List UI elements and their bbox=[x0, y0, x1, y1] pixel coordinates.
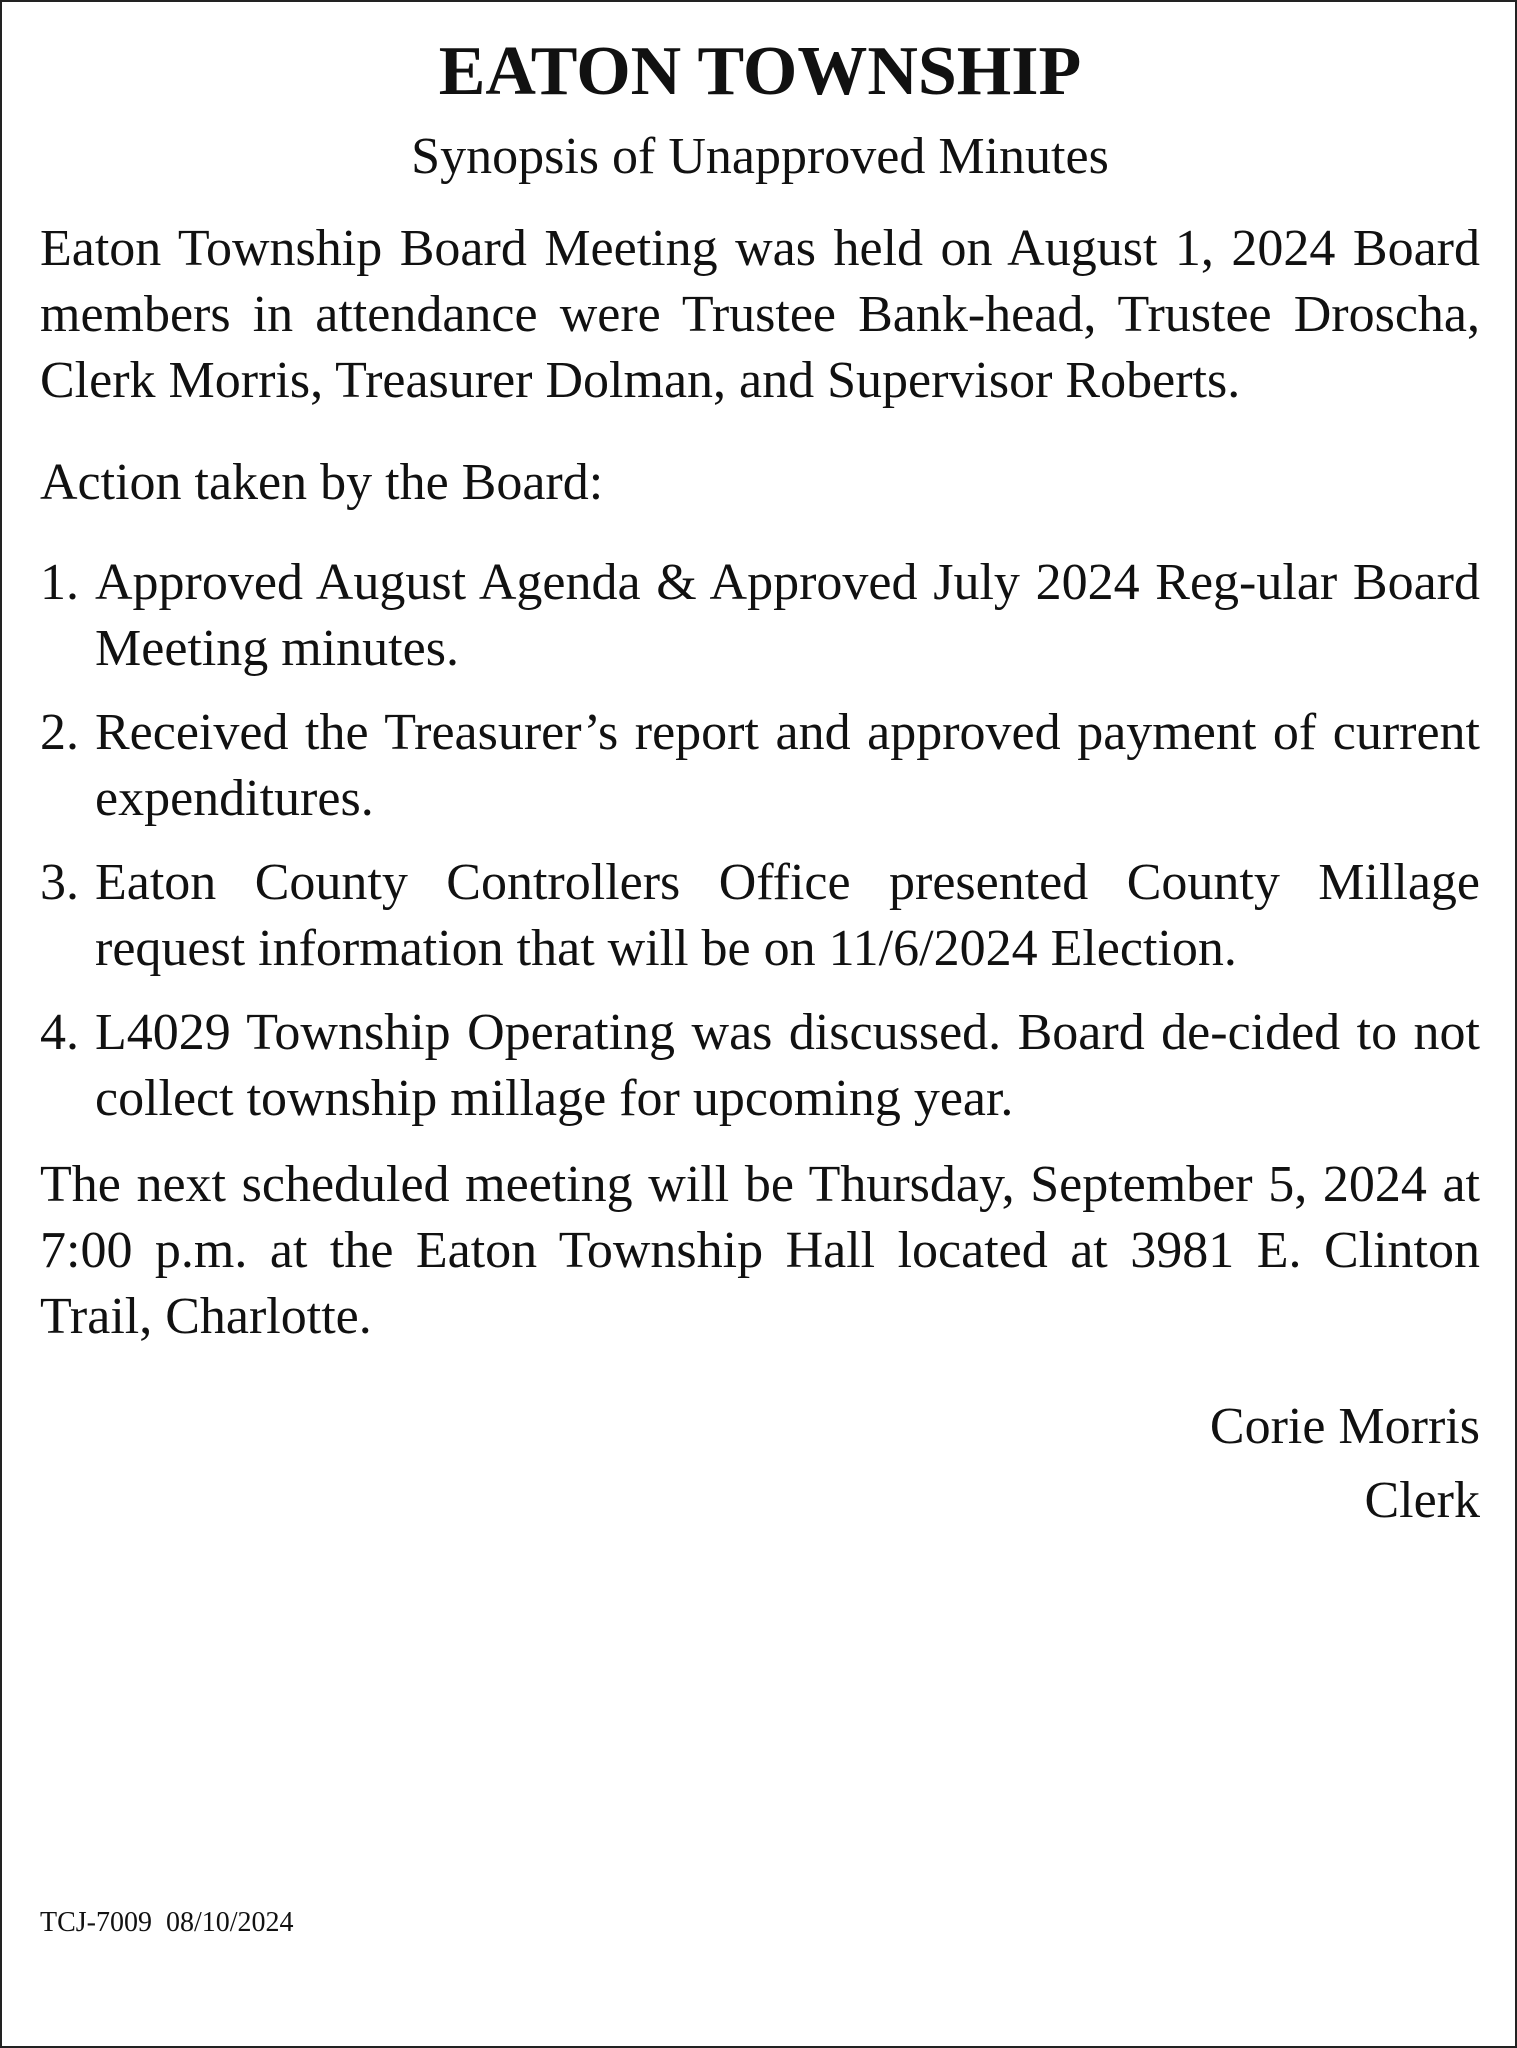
publication-footer: TCJ-7009 08/10/2024 bbox=[40, 1907, 294, 1938]
action-text: Approved August Agenda & Approved July 2024 Reg-ular Board Meeting minutes. bbox=[95, 554, 1480, 677]
signature-block bbox=[40, 1390, 1480, 1538]
action-text: L4029 Township Operating was discussed. Board de-cided to not collect township millage for upcoming year. bbox=[95, 1004, 1480, 1127]
action-item-2 bbox=[40, 700, 1480, 832]
notice-title: EATON TOWNSHIP bbox=[438, 33, 1082, 110]
notice-subtitle: Synopsis of Unapproved Minutes bbox=[411, 128, 1109, 185]
action-number: 1. bbox=[40, 554, 79, 611]
action-text: Eaton County Controllers Office presented County Millage request information that will be on 11/6/2024 Election. bbox=[95, 854, 1480, 977]
action-heading: Action taken by the Board: bbox=[40, 454, 604, 511]
next-meeting-paragraph: The next scheduled meeting will be Thursday, September 5, 2024 at 7:00 p.m. at the Eaton Township Hall located at 3981 E. Clinton Trail, Charlotte. bbox=[40, 1156, 1480, 1345]
action-item-1 bbox=[40, 550, 1480, 682]
action-text: Received the Treasurer’s report and approved payment of current expenditures. bbox=[95, 704, 1480, 827]
action-number: 2. bbox=[40, 704, 79, 761]
action-list bbox=[40, 550, 1480, 1132]
signer-role: Clerk bbox=[1364, 1472, 1480, 1529]
signer-name: Corie Morris bbox=[1209, 1398, 1480, 1455]
action-number: 3. bbox=[40, 854, 79, 911]
meeting-intro-paragraph: Eaton Township Board Meeting was held on August 1, 2024 Board members in attendance were Trustee Bank-head, Trustee Droscha, Clerk Morris, Treasurer Dolman, and Supervisor Roberts. bbox=[40, 220, 1480, 409]
action-item-4 bbox=[40, 1000, 1480, 1132]
legal-notice bbox=[40, 30, 1480, 1538]
action-number: 4. bbox=[40, 1004, 79, 1061]
action-item-3 bbox=[40, 850, 1480, 982]
